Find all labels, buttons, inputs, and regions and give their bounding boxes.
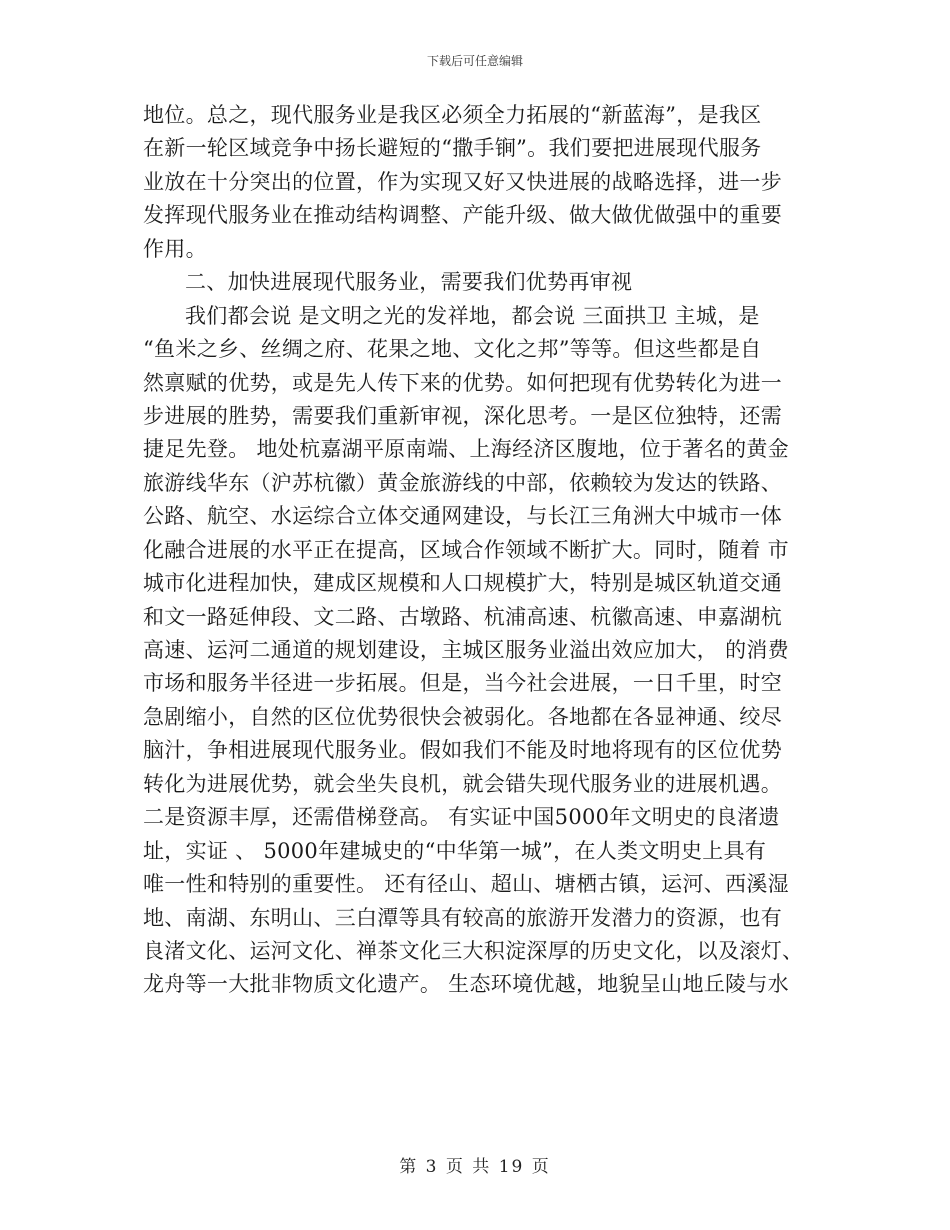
- paragraph-line: 公路、航空、水运综合立体交通网建设，与长江三角洲大中城市一体: [143, 504, 782, 529]
- paragraph-line: 和文一路延伸段、文二路、古墩路、杭浦高速、杭徽高速、申嘉湖杭: [143, 604, 782, 629]
- paragraph-line: 址，实证 、 5000年建城史的“中华第一城”，在人类文明史上具有: [143, 838, 767, 863]
- section-heading: 二、加快进展现代服务业，需要我们优势再审视: [185, 270, 633, 295]
- paragraph-line: 作用。: [143, 236, 207, 261]
- paragraph-line: 我们都会说 是文明之光的发祥地，都会说 三面拱卫 主城，是: [185, 303, 760, 328]
- paragraph-line: 脑汁，争相进展现代服务业。假如我们不能及时地将现有的区位优势: [143, 738, 782, 763]
- paragraph-line: 地位。总之，现代服务业是我区必须全力拓展的“新蓝海”，是我区: [143, 103, 762, 127]
- paragraph-line: 业放在十分突出的位置，作为实现又好又快进展的战略选择，进一步: [143, 169, 782, 194]
- paragraph-line: 良渚文化、运河文化、禅茶文化三大积淀深厚的历史文化，以及滚灯、: [143, 938, 804, 963]
- paragraph-line: 旅游线华东（沪苏杭徽）黄金旅游线的中部，依赖较为发达的铁路、: [143, 470, 782, 495]
- paragraph-line: 城市化进程加快，建成区规模和人口规模扩大，特别是城区轨道交通: [143, 571, 782, 596]
- paragraph-line: 二是资源丰厚，还需借梯登高。 有实证中国5000年文明史的良渚遗: [143, 805, 780, 830]
- paragraph-line: 发挥现代服务业在推动结构调整、产能升级、做大做优做强中的重要: [143, 203, 782, 228]
- paragraph-line: 转化为进展优势，就会坐失良机，就会错失现代服务业的进展机遇。: [143, 771, 782, 796]
- page-number-footer: 第 3 页 共 19 页: [399, 1157, 551, 1177]
- paragraph-line: 步进展的胜势，需要我们重新审视，深化思考。一是区位独特，还需: [143, 403, 782, 428]
- paragraph-line: 唯一性和特别的重要性。 还有径山、超山、塘栖古镇，运河、西溪湿: [143, 872, 789, 897]
- paragraph-line: 捷足先登。 地处杭嘉湖平原南端、上海经济区腹地，位于著名的黄金: [143, 437, 789, 462]
- paragraph-line: 龙舟等一大批非物质文化遗产。 生态环境优越，地貌呈山地丘陵与水: [143, 972, 789, 997]
- paragraph-line: 在新一轮区域竞争中扬长避短的“撒手锏”。我们要把进展现代服务: [143, 136, 762, 161]
- paragraph-line: 地、南湖、东明山、三白潭等具有较高的旅游开发潜力的资源，也有: [143, 905, 782, 930]
- paragraph-line: “鱼米之乡、丝绸之府、花果之地、文化之邦”等等。但这些都是自: [143, 337, 762, 362]
- document-body: [143, 99, 808, 1002]
- paragraph-line: 然禀赋的优势，或是先人传下来的优势。如何把现有优势转化为进一: [143, 370, 782, 395]
- page-header: 下载后可任意编辑: [426, 54, 523, 68]
- paragraph-line: 市场和服务半径进一步拓展。但是，当今社会进展，一日千里，时空: [143, 671, 782, 696]
- paragraph-line: 高速、运河二通道的规划建设，主城区服务业溢出效应加大， 的消费: [143, 638, 789, 662]
- paragraph-line: 急剧缩小，自然的区位优势很快会被弱化。各地都在各显神通、绞尽: [143, 704, 782, 729]
- paragraph-line: 化融合进展的水平正在提高，区域合作领域不断扩大。同时，随着 市: [143, 537, 789, 562]
